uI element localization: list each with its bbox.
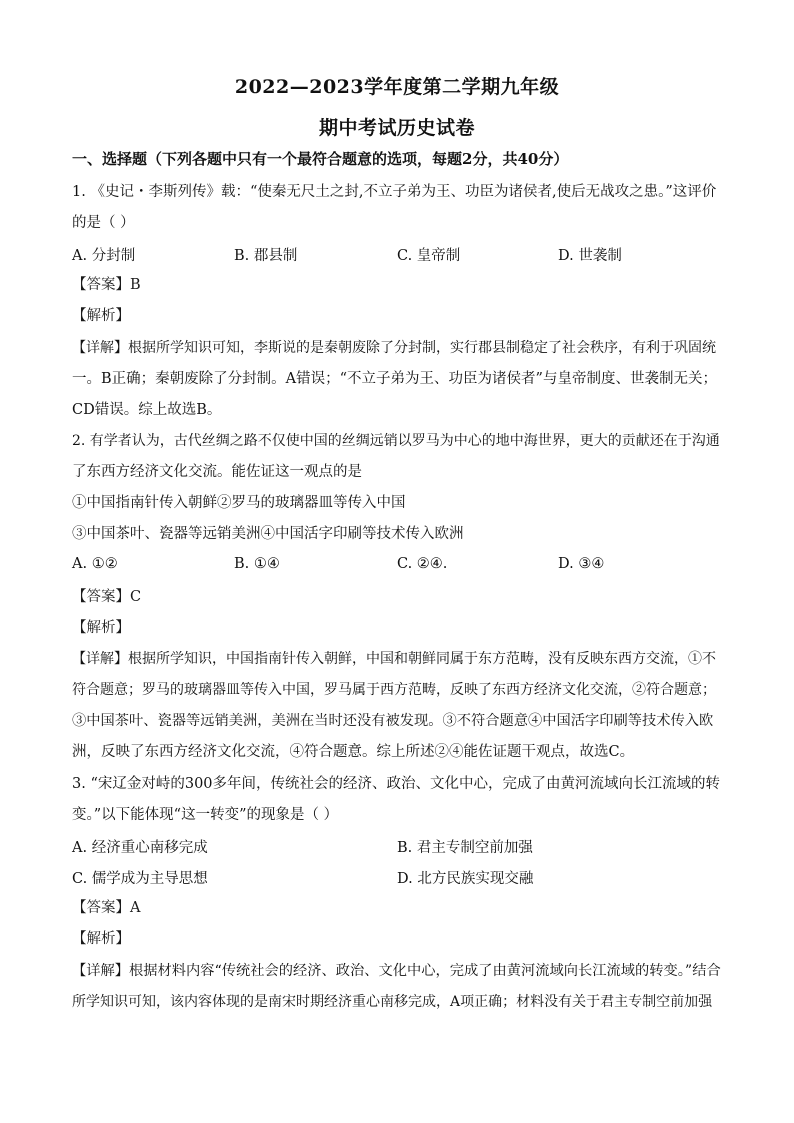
q2-stem-line1: 2. 有学者认为，古代丝绸之路不仅使中国的丝绸远销以罗马为中心的地中海世界，更大的贡献还在于沟通 (72, 433, 720, 449)
section-heading: 一、选择题（下列各题中只有一个最符合题意的选项，每题2分，共40分） (72, 150, 569, 168)
exam-title-line1: 2022—2023学年度第二学期九年级 (234, 76, 560, 98)
q3-stem-line1: 3. “宋辽金对峙的300多年间，传统社会的经济、政治、文化中心，完成了由黄河流域向长江流域的转 (72, 776, 721, 792)
q3-answer: 【答案】A (72, 900, 141, 916)
q2-stem-line2: 了东西方经济文化交流。能佐证这一观点的是 (72, 464, 362, 480)
q1-answer: 【答案】B (72, 277, 141, 293)
q1-option-c: C. 皇帝制 (397, 248, 461, 264)
q3-detail-line2: 所学知识可知，该内容体现的是南宋时期经济重心南移完成，A项正确；材料没有关于君主专制空前加强 (72, 994, 713, 1010)
q1-detail-line3: CD错误。综上故选B。 (72, 402, 222, 418)
q1-option-a: A. 分封制 (72, 248, 136, 264)
q2-option-d: D. ③④ (558, 556, 605, 572)
q2-option-b: B. ①④ (234, 556, 280, 572)
q3-option-d: D. 北方民族实现交融 (397, 871, 534, 887)
q1-option-b: B. 郡县制 (234, 248, 298, 264)
q1-option-d: D. 世袭制 (558, 248, 622, 264)
q2-analysis-label: 【解析】 (72, 620, 130, 636)
q2-detail-line3: ③中国茶叶、瓷器等远销美洲，美洲在当时还没有被发现。③不符合题意④中国活字印刷等技术传入欧 (72, 713, 714, 729)
q2-detail-line2: 符合题意；罗马的玻璃器皿等传入中国，罗马属于西方范畴，反映了东西方经济文化交流，②符合题意； (72, 682, 716, 698)
q1-stem-line2: 的是（ ） (72, 215, 135, 231)
q3-options-row1 (72, 836, 722, 856)
q2-answer: 【答案】C (72, 589, 142, 605)
q3-stem-line2: 变。”以下能体现“这一转变”的现象是（ ） (72, 807, 339, 823)
q1-detail-line2: 一。B正确；秦朝废除了分封制。A错误；“不立子弟为王、功臣为诸侯者”与皇帝制度、世袭制无关； (72, 371, 717, 387)
q1-detail-line1: 【详解】根据所学知识可知，李斯说的是秦朝废除了分封制，实行郡县制稳定了社会秩序，有利于巩固统 (72, 340, 716, 356)
q3-analysis-label: 【解析】 (72, 931, 130, 947)
q2-option-c: C. ②④. (397, 556, 448, 572)
q3-option-b: B. 君主专制空前加强 (397, 840, 533, 856)
q3-options-row2 (72, 867, 722, 887)
q2-options (72, 556, 722, 576)
q3-option-a: A. 经济重心南移完成 (72, 840, 208, 856)
q3-option-c: C. 儒学成为主导思想 (72, 871, 208, 887)
q3-detail-line1: 【详解】根据材料内容“传统社会的经济、政治、文化中心，完成了由黄河流域向长江流域的转变。”结合 (72, 963, 721, 979)
q2-option-a: A. ①② (72, 556, 118, 572)
q2-detail-line1: 【详解】根据所学知识，中国指南针传入朝鲜，中国和朝鲜同属于东方范畴，没有反映东西方交流，①不 (72, 651, 716, 667)
q2-stem-line3: ①中国指南针传入朝鲜②罗马的玻璃器皿等传入中国 (72, 495, 406, 511)
q2-stem-line4: ③中国茶叶、瓷器等远销美洲④中国活字印刷等技术传入欧洲 (72, 526, 464, 542)
q1-options (72, 244, 722, 264)
q2-detail-line4: 洲，反映了东西方经济文化交流，④符合题意。综上所述②④能佐证题干观点，故选C。 (72, 744, 635, 760)
q1-analysis-label: 【解析】 (72, 308, 130, 324)
exam-title-line2: 期中考试历史试卷 (318, 117, 475, 139)
q1-stem-line1: 1. 《史记・李斯列传》载：“使秦无尺土之封,不立子弟为王、功臣为诸侯者,使后无战攻之患。”这评价 (72, 184, 717, 200)
